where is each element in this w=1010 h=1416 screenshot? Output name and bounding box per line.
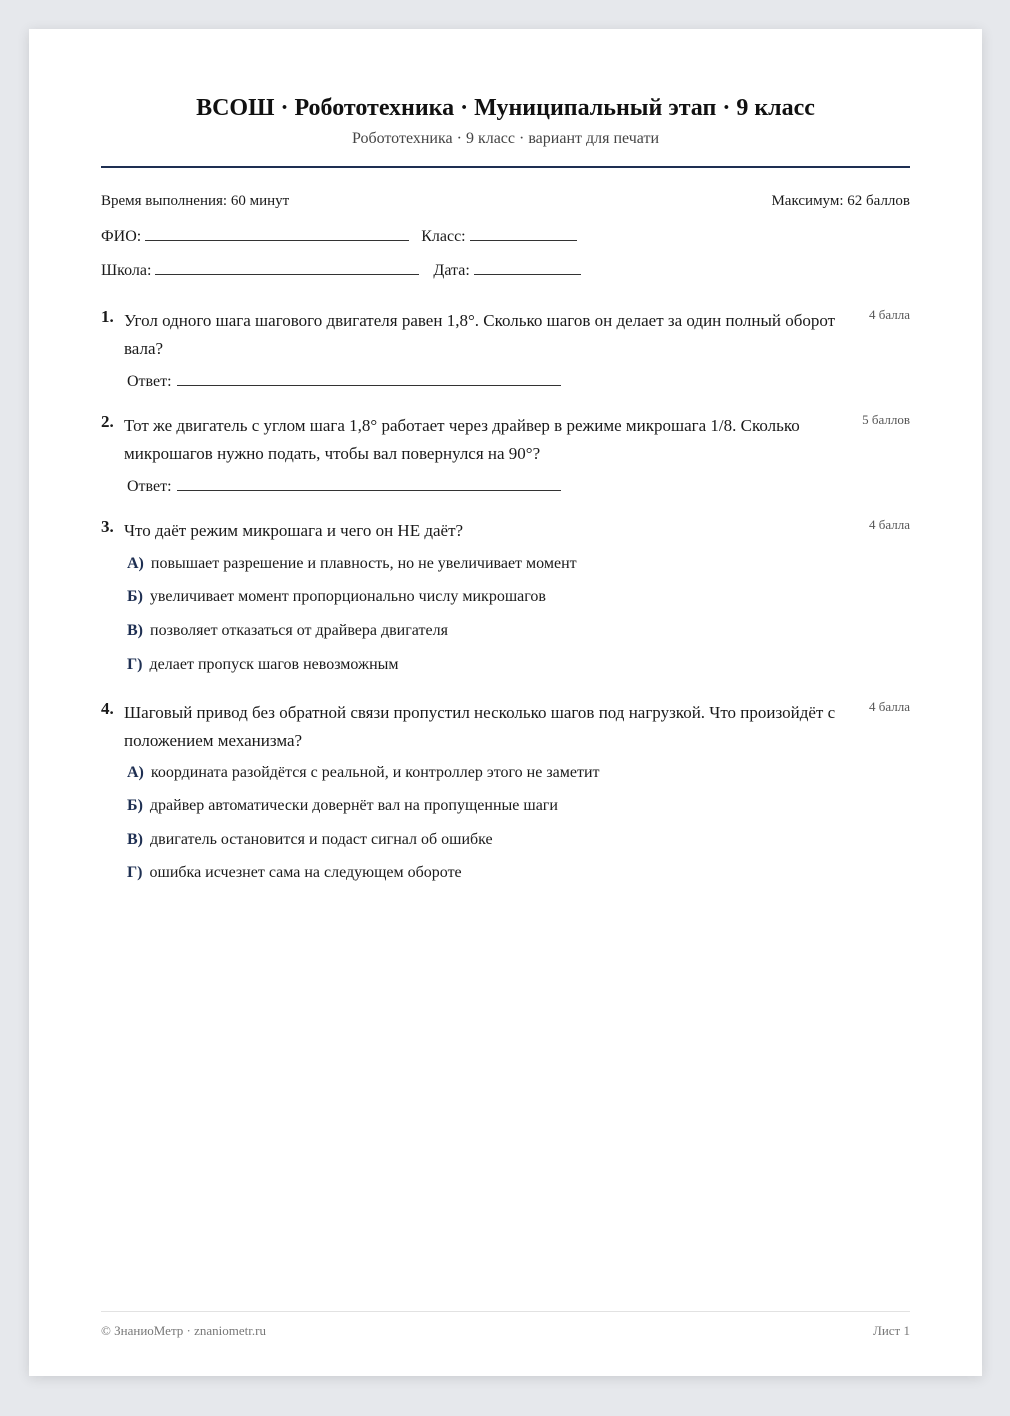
question-points: 4 балла	[869, 307, 910, 322]
option-a[interactable]	[127, 555, 577, 573]
option-letter: В)	[127, 831, 143, 848]
answer-field[interactable]	[177, 476, 561, 491]
class-field[interactable]	[470, 226, 577, 241]
fio-label: ФИО:	[101, 228, 142, 245]
fio-class-row	[101, 226, 583, 246]
question-points: 4 балла	[869, 517, 910, 532]
answer-label: Ответ:	[127, 478, 172, 495]
school-label: Школа:	[101, 262, 152, 279]
answer-label: Ответ:	[127, 373, 172, 390]
page-subtitle: Робототехника · 9 класс · вариант для печати	[351, 130, 660, 147]
header-divider	[101, 166, 910, 168]
option-text: драйвер автоматически довернёт вал на пропущенные шаги	[149, 797, 558, 814]
option-b[interactable]	[127, 588, 546, 606]
date-field[interactable]	[474, 260, 581, 275]
footer-page-number: Лист 1	[873, 1323, 910, 1338]
option-letter: Б)	[127, 797, 143, 814]
question-text: Что даёт режим микрошага и чего он НЕ даёт?	[124, 521, 464, 540]
document-page	[29, 29, 982, 1376]
option-text: увеличивает момент пропорционально числу микрошагов	[149, 588, 546, 605]
option-text: делает пропуск шагов невозможным	[149, 656, 399, 673]
max-score: Максимум: 62 баллов	[771, 193, 910, 209]
question-text: Угол одного шага шагового двигателя равен 1,8°. Сколько шагов он делает за один полный оборот вала?	[124, 311, 836, 358]
question-points: 4 балла	[869, 699, 910, 714]
option-text: двигатель остановится и подаст сигнал об ошибке	[150, 831, 493, 848]
option-text: координата разойдётся с реальной, и контроллер этого не заметит	[150, 764, 600, 781]
school-field[interactable]	[155, 260, 419, 275]
option-text: ошибка исчезнет сама на следующем обороте	[149, 864, 462, 881]
option-b[interactable]	[127, 797, 558, 815]
option-letter: В)	[127, 622, 143, 639]
option-letter: Г)	[127, 864, 143, 881]
option-g[interactable]	[127, 656, 399, 674]
answer-field[interactable]	[177, 371, 561, 386]
option-g[interactable]	[127, 864, 462, 882]
option-v[interactable]	[127, 831, 493, 849]
school-date-row	[101, 260, 587, 280]
question-number: 3.	[101, 517, 114, 536]
page-title: ВСОШ · Робототехника · Муниципальный этап · 9 класс	[196, 95, 815, 121]
option-v[interactable]	[127, 622, 448, 640]
question-points: 5 баллов	[862, 412, 910, 427]
option-a[interactable]	[127, 764, 600, 782]
option-text: позволяет отказаться от драйвера двигателя	[150, 622, 448, 639]
footer-divider	[101, 1311, 910, 1312]
question-text: Тот же двигатель с углом шага 1,8° работает через драйвер в режиме микрошага 1/8. Сколько микрошагов нужно подать, чтобы вал повернулся на 90°?	[124, 416, 800, 463]
question-number: 1.	[101, 307, 114, 326]
option-letter: А)	[127, 764, 144, 781]
option-letter: А)	[127, 555, 144, 572]
answer-row	[127, 371, 561, 391]
date-label: Дата:	[433, 262, 470, 279]
option-letter: Б)	[127, 588, 143, 605]
question-number: 2.	[101, 412, 114, 431]
time-limit: Время выполнения: 60 минут	[101, 193, 290, 209]
question-text: Шаговый привод без обратной связи пропустил несколько шагов под нагрузкой. Что произойдёт с положением механизма?	[124, 703, 836, 750]
class-label: Класс:	[421, 228, 466, 245]
answer-row	[127, 476, 561, 496]
question-number: 4.	[101, 699, 114, 718]
option-text: повышает разрешение и плавность, но не увеличивает момент	[150, 555, 577, 572]
option-letter: Г)	[127, 656, 143, 673]
footer-copyright: © ЗнаниоМетр · znaniometr.ru	[101, 1323, 266, 1338]
fio-field[interactable]	[145, 226, 409, 241]
